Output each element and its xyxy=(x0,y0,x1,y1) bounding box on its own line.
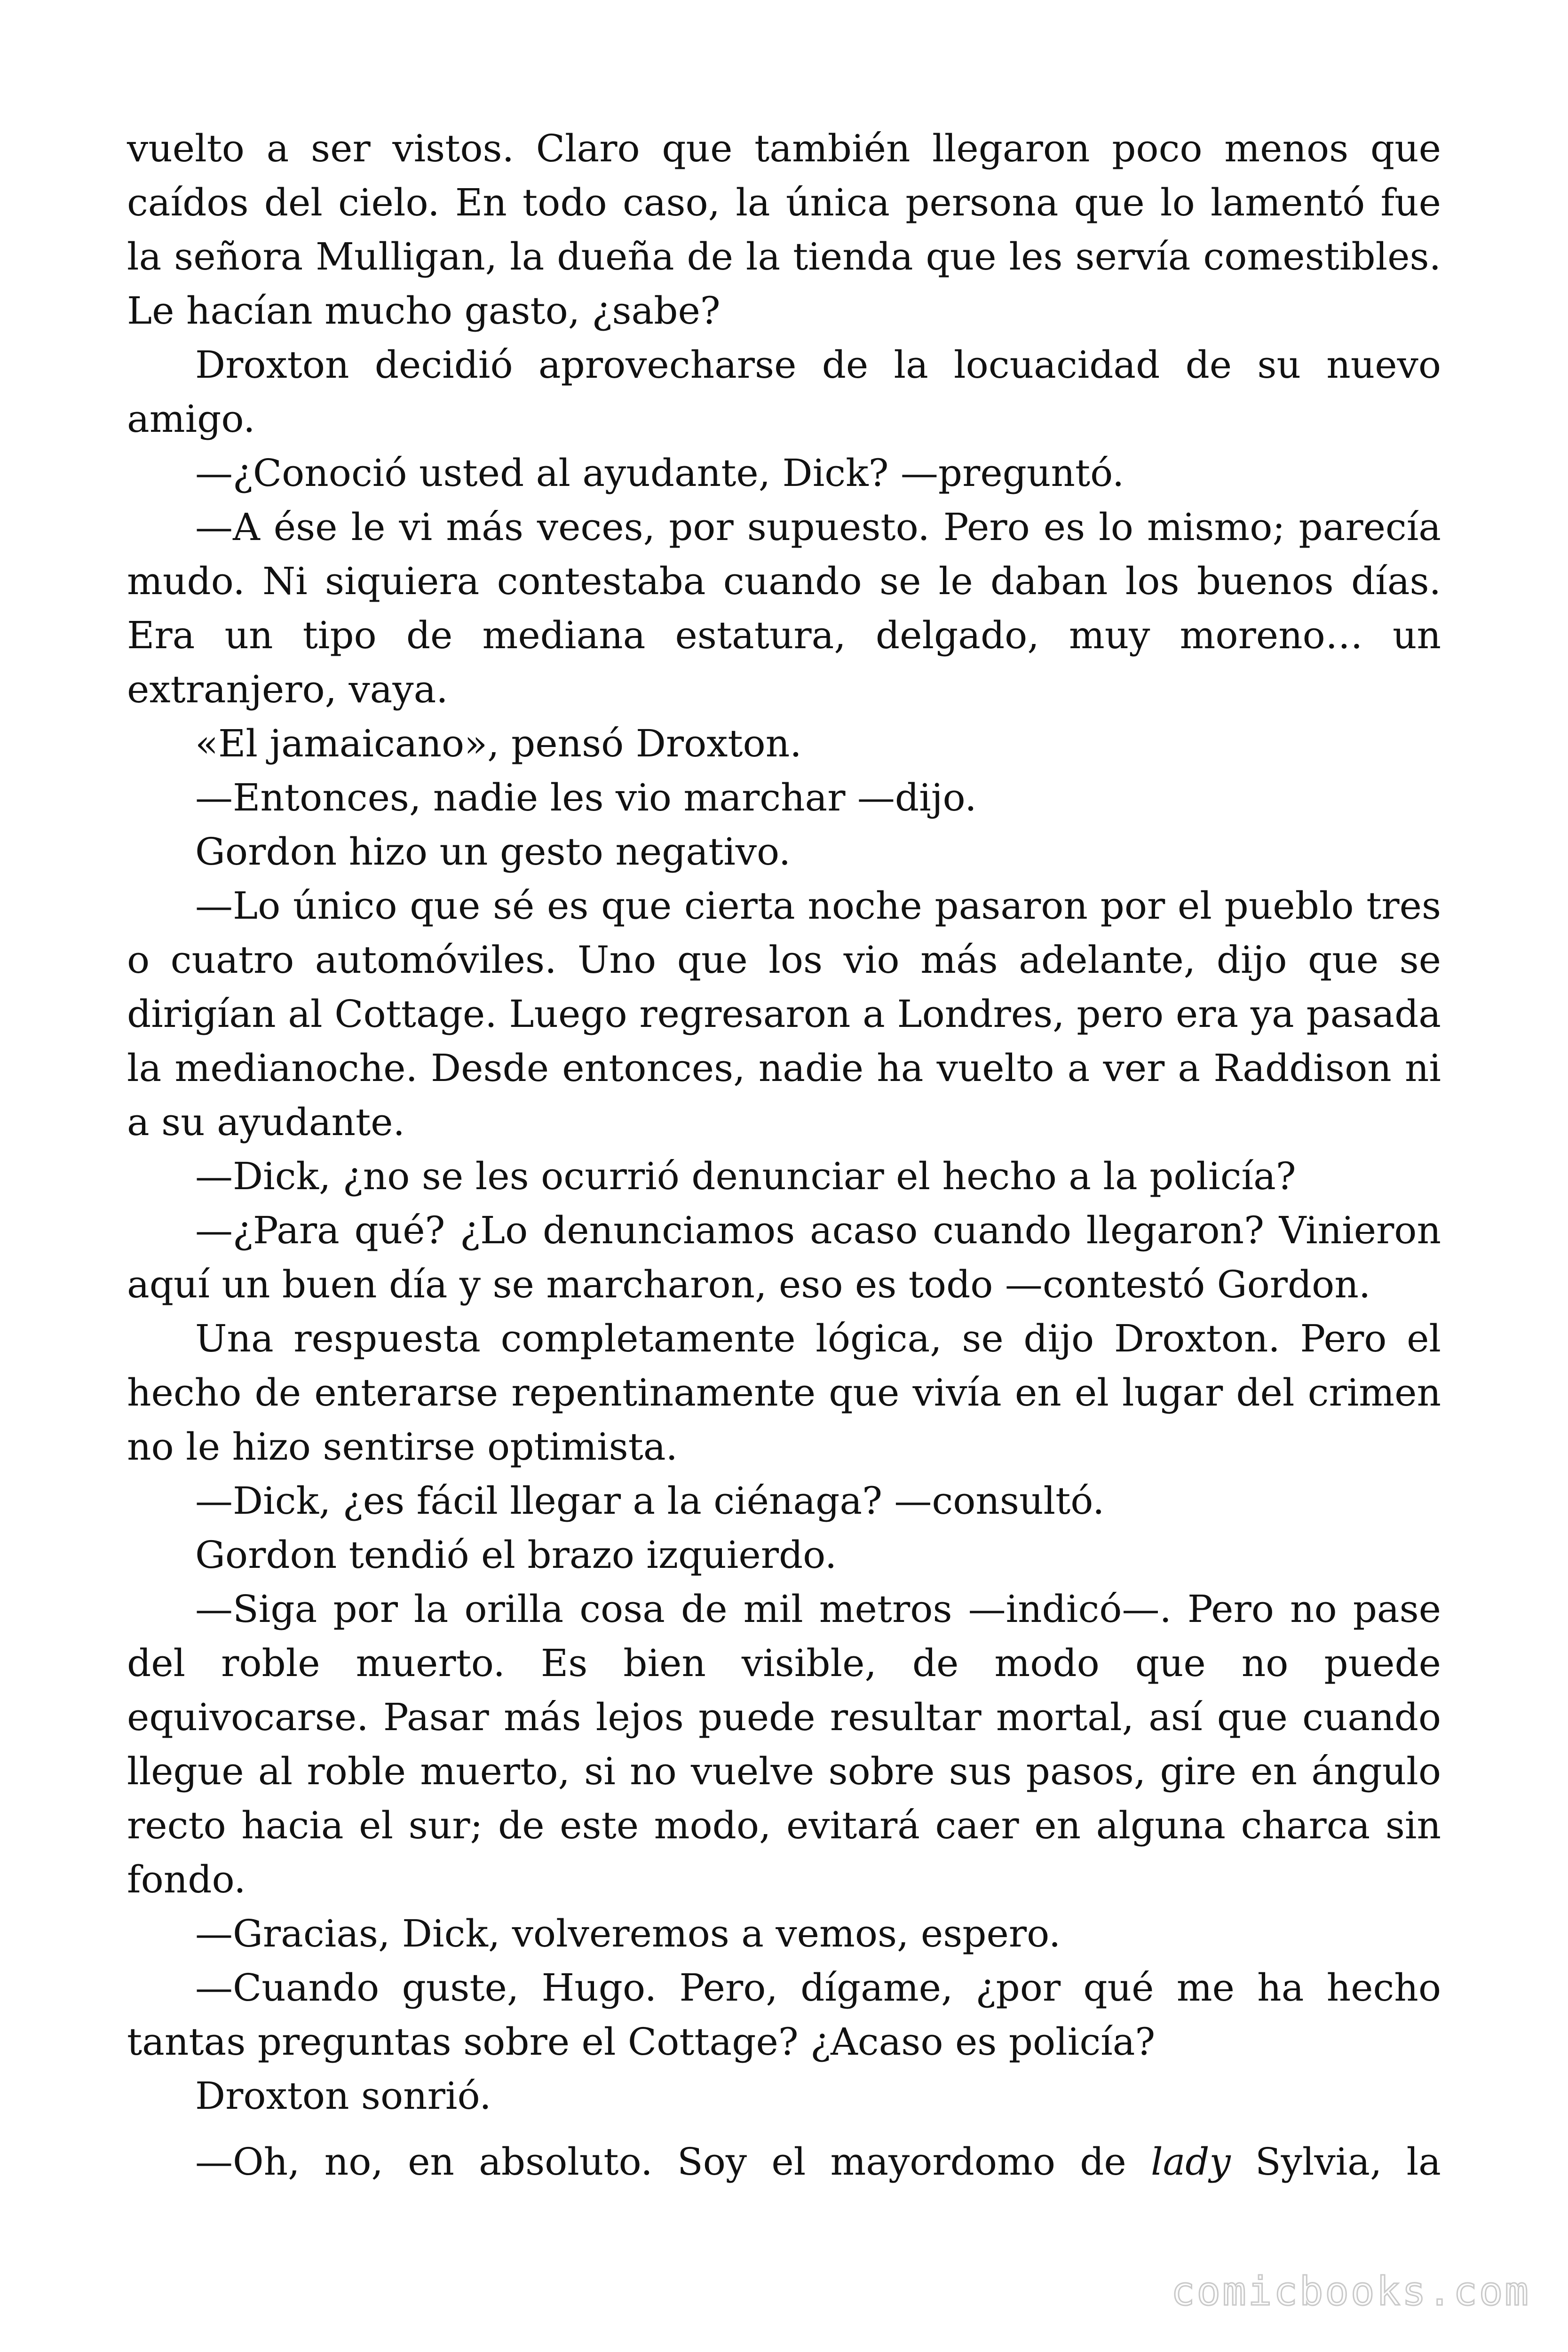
last-line-word: de xyxy=(1080,2140,1126,2184)
paragraph: Gordon hizo un gesto negativo. xyxy=(195,830,791,874)
paragraph: «El jamaicano», pensó Droxton. xyxy=(195,722,802,765)
last-line-italic-word: lady xyxy=(1150,2140,1231,2184)
last-line-word: en xyxy=(408,2140,454,2184)
paragraph: —¿Para qué? ¿Lo denunciamos acaso cuando llegaron? Vinieron aquí un buen día y se marcharon, eso es todo —contestó Gordon. xyxy=(127,1208,1441,1306)
paragraph: Una respuesta completamente lógica, se dijo Droxton. Pero el hecho de enterarse repentinamente que vivía en el lugar del crimen no le hizo sentirse optimista. xyxy=(127,1317,1441,1469)
paragraph: Droxton decidió aprovecharse de la locuacidad de su nuevo amigo. xyxy=(127,343,1441,441)
last-line-word: absoluto. xyxy=(479,2140,653,2184)
paragraph: —Cuando guste, Hugo. Pero, dígame, ¿por qué me ha hecho tantas preguntas sobre el Cottage? ¿Acaso es policía? xyxy=(127,1966,1441,2064)
paragraph: Gordon tendió el brazo izquierdo. xyxy=(195,1533,837,1577)
paragraph: —Gracias, Dick, volveremos a vemos, espero. xyxy=(195,1912,1061,1955)
last-line-word: —Oh, xyxy=(195,2140,300,2184)
last-line-word: no, xyxy=(324,2140,383,2184)
watermark-logo: comicbooks.com xyxy=(1171,2268,1530,2314)
paragraph-last xyxy=(127,2135,1441,2189)
last-line-word: Sylvia, xyxy=(1255,2140,1382,2184)
paragraph: vuelto a ser vistos. Claro que también llegaron poco menos que caídos del cielo. En todo caso, la única persona que lo lamentó fue la señora Mulligan, la dueña de la tienda que les servía comestibles. Le hacían mucho gasto, ¿sabe? xyxy=(127,127,1441,333)
last-line-word: el xyxy=(771,2140,806,2184)
paragraph: —Entonces, nadie les vio marchar —dijo. xyxy=(195,776,977,819)
paragraph: Droxton sonrió. xyxy=(195,2074,491,2118)
body-text xyxy=(127,121,1441,2123)
paragraph: —Dick, ¿es fácil llegar a la ciénaga? —consultó. xyxy=(195,1479,1105,1523)
last-line-word: la xyxy=(1406,2140,1441,2184)
paragraph: —¿Conoció usted al ayudante, Dick? —preguntó. xyxy=(195,451,1125,495)
last-line-word: mayordomo xyxy=(830,2140,1056,2184)
paragraph: —Dick, ¿no se les ocurrió denunciar el hecho a la policía? xyxy=(195,1154,1296,1198)
last-line-word: Soy xyxy=(677,2140,747,2184)
paragraph: —Siga por la orilla cosa de mil metros —indicó—. Pero no pase del roble muerto. Es bien visible, de modo que no puede equivocarse. Pasar más lejos puede resultar mortal, así que cuando llegue al roble muerto, si no vuelve sobre sus pasos, gire en ángulo recto hacia el sur; de este modo, evitará caer en alguna charca sin fondo. xyxy=(127,1587,1441,1901)
paragraph: —Lo único que sé es que cierta noche pasaron por el pueblo tres o cuatro automóviles. Uno que los vio más adelante, dijo que se dirigían al Cottage. Luego regresaron a Londres, pero era ya pasada la medianoche. Desde entonces, nadie ha vuelto a ver a Raddison ni a su ayudante. xyxy=(127,884,1441,1144)
paragraph: —A ése le vi más veces, por supuesto. Pero es lo mismo; parecía mudo. Ni siquiera contestaba cuando se le daban los buenos días. Era un tipo de mediana estatura, delgado, muy moreno… un extranjero, vaya. xyxy=(127,505,1441,711)
